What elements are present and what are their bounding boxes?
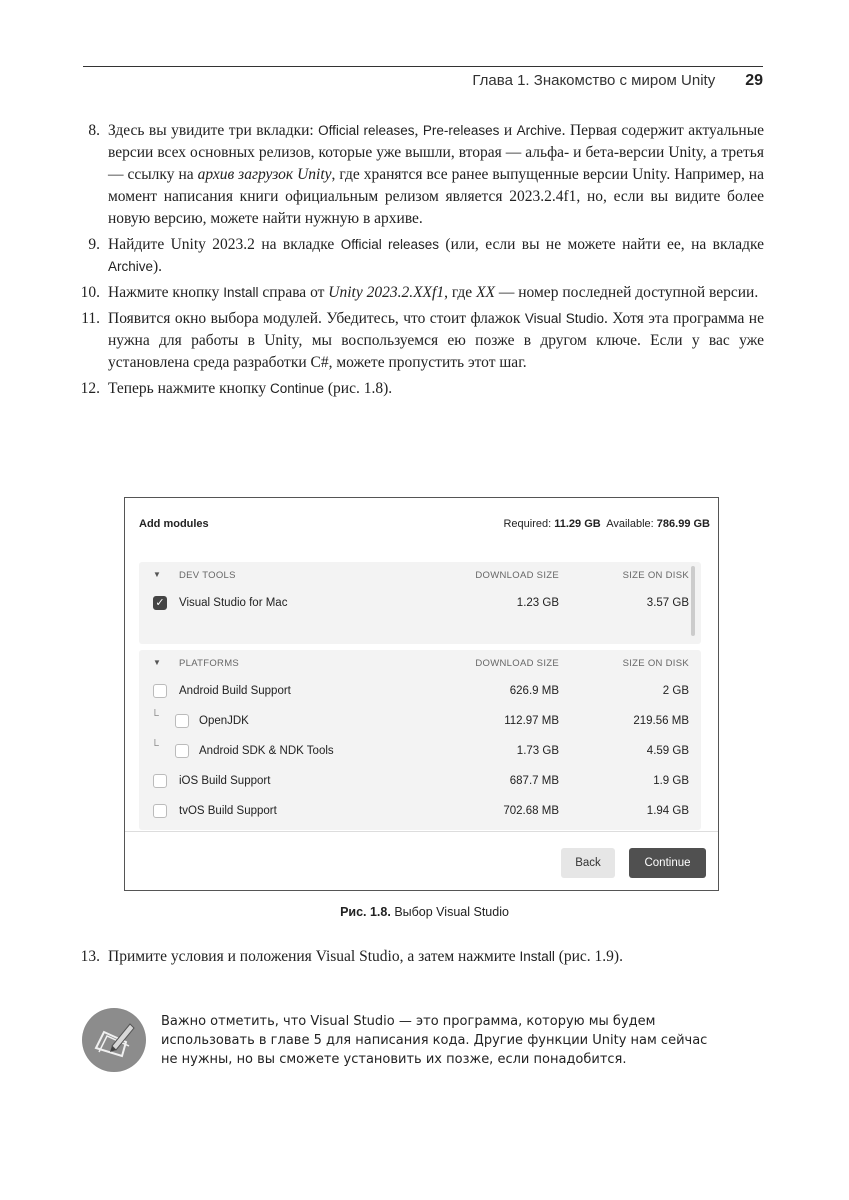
list-item <box>72 946 764 968</box>
module-name: Visual Studio for Mac <box>179 597 288 609</box>
collapse-caret-icon[interactable]: ▼ <box>153 570 162 579</box>
list-item <box>72 378 764 400</box>
text-segment: Pre-releases <box>422 123 500 138</box>
text-segment: Unity 2023.2.XXf1 <box>328 284 445 301</box>
required-value: 11.29 GB <box>554 518 601 530</box>
download-size: 626.9 MB <box>509 685 559 697</box>
text-segment: . Хотя эта программа не нужна для работы в Unity, мы воспользуемся ею позже в другом ключе. Если у вас уже установлена среда разработки C#, можете пропустить этот шаг. <box>108 310 764 371</box>
dialog-header <box>139 518 710 534</box>
list-text <box>108 234 764 278</box>
dev-tools-panel <box>139 562 701 644</box>
text-segment: Здесь вы увидите три вкладки: <box>108 122 319 139</box>
caption-text: Выбор Visual Studio <box>394 905 509 919</box>
download-size: 112.97 MB <box>504 715 559 727</box>
checkbox[interactable] <box>175 714 189 728</box>
text-segment: , <box>414 122 423 139</box>
checkbox[interactable] <box>153 684 167 698</box>
dialog-title: Add modules <box>139 518 209 530</box>
section-title: PLATFORMS <box>179 658 240 669</box>
text-segment: Archive <box>516 123 562 138</box>
list-text <box>108 378 764 400</box>
list-number: 10. <box>80 284 100 301</box>
size-on-disk: 2 GB <box>662 685 689 697</box>
column-download-size: DOWNLOAD SIZE <box>475 570 559 581</box>
available-value: 786.99 GB <box>656 518 710 530</box>
size-on-disk: 219.56 MB <box>633 715 689 727</box>
text-segment: Install <box>519 949 555 964</box>
download-size: 687.7 MB <box>509 775 559 787</box>
collapse-caret-icon[interactable]: ▼ <box>153 658 162 667</box>
text-segment: Continue <box>269 381 324 396</box>
download-size: 702.68 MB <box>503 805 559 817</box>
section-title: DEV TOOLS <box>179 570 236 581</box>
text-segment: Visual Studio <box>524 311 604 326</box>
platforms-panel <box>139 650 701 830</box>
page-number: 29 <box>745 72 763 89</box>
size-on-disk: 1.94 GB <box>646 805 689 817</box>
text-segment: архив загрузок Unity <box>197 166 332 183</box>
list-number: 11. <box>81 310 100 327</box>
size-on-disk: 1.9 GB <box>653 775 689 787</box>
column-size-on-disk: SIZE ON DISK <box>622 570 689 581</box>
list-text <box>108 282 764 304</box>
text-segment: ). <box>153 258 163 275</box>
size-on-disk: 4.59 GB <box>646 745 689 757</box>
size-on-disk: 3.57 GB <box>646 597 689 609</box>
module-name: iOS Build Support <box>179 775 271 787</box>
column-download-size: DOWNLOAD SIZE <box>475 658 559 669</box>
continue-button[interactable]: Continue <box>629 848 706 878</box>
text-segment: Появится окно выбора модулей. Убедитесь, что стоит флажок <box>108 310 525 327</box>
note-text: Важно отметить, что Visual Studio — это программа, которую мы будем использовать в главе 5 для написания кода. Другие функции Unity нам сейчас не нужны, но вы сможете установить их позже, если понадобится. <box>161 1014 708 1067</box>
list-text <box>108 120 764 230</box>
module-name: Android SDK & NDK Tools <box>199 745 334 757</box>
checkbox[interactable] <box>153 774 167 788</box>
back-button[interactable]: Back <box>561 848 615 878</box>
text-segment: (или, если вы не можете найти ее, на вкладке <box>439 236 765 253</box>
checkbox-checked[interactable]: ✓ <box>153 596 167 610</box>
text-segment: и <box>499 122 517 139</box>
running-header <box>83 72 763 94</box>
caption-label: Рис. 1.8. <box>340 905 391 919</box>
text-segment: справа от <box>258 284 329 301</box>
text-segment: Нажмите кнопку <box>108 284 224 301</box>
list-number: 13. <box>80 948 100 965</box>
module-name: tvOS Build Support <box>179 805 277 817</box>
download-size: 1.23 GB <box>516 597 559 609</box>
text-segment: . Первая содержит актуальные версии всех основных релизов, которые уже вышли, вторая — альфа- и бета-версии Unity, а третья — ссылку на <box>108 122 765 183</box>
text-segment: (рис. 1.8). <box>324 380 393 397</box>
module-row[interactable] <box>139 676 701 706</box>
text-segment: XX <box>476 284 495 301</box>
list-item <box>72 308 764 374</box>
footer-divider <box>125 831 718 832</box>
module-name: Android Build Support <box>179 685 291 697</box>
checkbox[interactable] <box>153 804 167 818</box>
add-modules-dialog <box>124 497 719 891</box>
text-segment: Official releases <box>318 123 415 138</box>
list-number: 9. <box>88 236 100 253</box>
list-item <box>72 120 764 230</box>
chapter-title: Глава 1. Знакомство с миром Unity <box>472 72 716 89</box>
text-segment: Install <box>223 285 259 300</box>
available-label: Available: <box>606 518 654 530</box>
list-number: 12. <box>80 380 100 397</box>
text-segment: Official releases <box>340 237 440 252</box>
list-number: 8. <box>88 122 100 139</box>
module-row[interactable] <box>139 706 701 736</box>
module-name: OpenJDK <box>199 715 249 727</box>
note-pencil-icon <box>82 1008 146 1072</box>
list-item <box>72 234 764 278</box>
text-segment: Archive <box>108 259 154 274</box>
text-segment: , где хранятся все ранее выпущенные версии Unity. Например, на момент написания книги официальным релизом является 2023.2.4f1, но, если вы видите более новую версию, можете найти нужную в архиве. <box>108 166 764 227</box>
dev-tools-header[interactable] <box>139 562 701 588</box>
disk-space-summary <box>503 518 710 530</box>
scrollbar[interactable] <box>691 566 695 636</box>
list-text <box>108 946 764 968</box>
module-row[interactable] <box>139 736 701 766</box>
column-size-on-disk: SIZE ON DISK <box>622 658 689 669</box>
required-label: Required: <box>503 518 552 530</box>
checkbox[interactable] <box>175 744 189 758</box>
header-rule <box>83 66 763 67</box>
tree-branch-icon: └ <box>151 740 159 752</box>
list-text <box>108 308 764 374</box>
text-segment: — номер последней доступной версии. <box>495 284 759 301</box>
module-row[interactable] <box>139 796 701 826</box>
text-segment: Примите условия и положения Visual Studio, а затем нажмите <box>108 948 520 965</box>
list-item <box>72 282 764 304</box>
instruction-list <box>72 120 764 404</box>
text-segment: (рис. 1.9). <box>554 948 623 965</box>
text-segment: Найдите Unity 2023.2 на вкладке <box>108 236 341 253</box>
text-segment: Теперь нажмите кнопку <box>108 380 270 397</box>
module-row[interactable] <box>139 766 701 796</box>
platforms-header[interactable] <box>139 650 701 676</box>
note-box <box>82 1008 722 1078</box>
tree-branch-icon: └ <box>151 710 159 722</box>
text-segment: , где <box>444 284 477 301</box>
figure-caption <box>0 905 849 919</box>
download-size: 1.73 GB <box>516 745 559 757</box>
module-row[interactable] <box>139 588 701 618</box>
